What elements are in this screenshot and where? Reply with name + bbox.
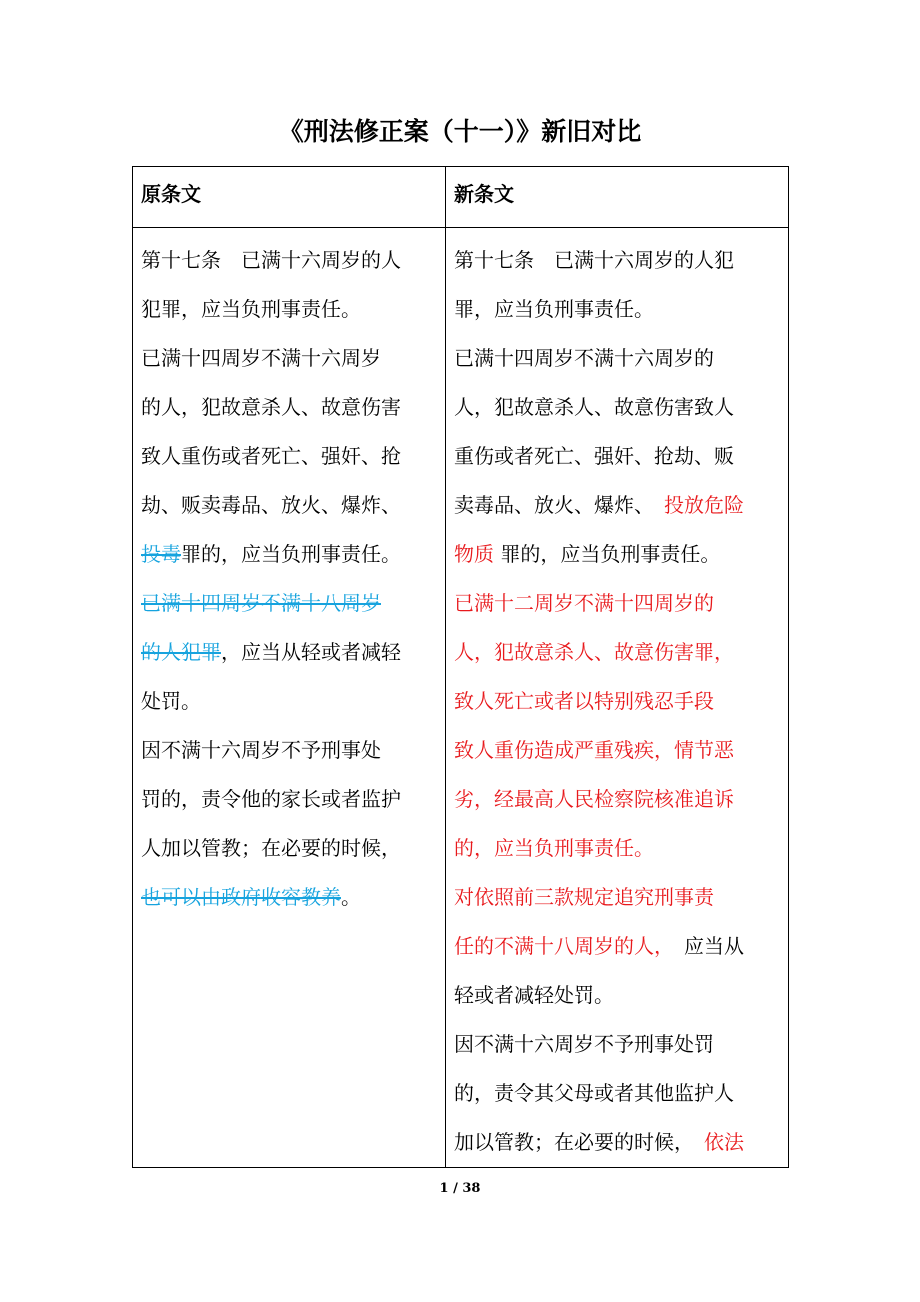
header-old: 原条文 (133, 167, 446, 228)
old-line: 致人重伤或者死亡、强奸、抢 (141, 444, 401, 468)
new-line-added: 致人死亡或者以特别残忍手段 (454, 689, 714, 713)
new-line (454, 922, 782, 971)
new-line: 因不满十六周岁不予刑事处罚 (454, 1032, 714, 1056)
old-line (141, 579, 439, 628)
deleted-text: 投毒 (141, 542, 181, 566)
comparison-table (132, 166, 789, 1168)
new-line (454, 1118, 782, 1167)
new-line: 人，犯故意杀人、故意伤害致人 (454, 395, 734, 419)
old-line (141, 530, 439, 579)
new-text: 加以管教；在必要的时候， (454, 1130, 684, 1154)
new-line-added: 致人重伤造成严重残疾，情节恶 (454, 738, 734, 762)
new-text: 卖毒品、放火、爆炸、 (454, 493, 644, 517)
new-text: 罪的，应当负刑事责任。 (500, 542, 721, 566)
old-line: 处罚。 (141, 689, 201, 713)
old-text: ，应当从轻或者减轻 (221, 640, 401, 664)
old-text: 。 (341, 885, 361, 909)
new-text: 应当从 (684, 934, 744, 958)
old-text: 罪的，应当负刑事责任。 (181, 542, 401, 566)
new-line: 罪，应当负刑事责任。 (454, 297, 654, 321)
deleted-text: 已满十四周岁不满十八周岁 (141, 591, 381, 615)
added-text: 投放危险 (664, 493, 744, 517)
new-line: 的，责令其父母或者其他监护人 (454, 1081, 734, 1105)
page-number: 1 / 38 (439, 1181, 481, 1196)
new-line-added: 的，应当负刑事责任。 (454, 836, 654, 860)
new-line (454, 530, 782, 579)
deleted-text: 也可以由政府收容教养 (141, 885, 341, 909)
table-header-row (133, 167, 789, 228)
old-text-cell (133, 228, 446, 1168)
new-line-added: 人，犯故意杀人、故意伤害罪， (454, 640, 734, 664)
added-text: 物质 (454, 542, 494, 566)
old-line (141, 873, 439, 922)
old-line: 因不满十六周岁不予刑事处 (141, 738, 381, 762)
page-title: 《刑法修正案（十一）》新旧对比 (278, 117, 642, 146)
new-line (454, 481, 782, 530)
new-line: 轻或者减轻处罚。 (454, 983, 614, 1007)
old-line: 劫、贩卖毒品、放火、爆炸、 (141, 493, 401, 517)
table-row (133, 228, 789, 1168)
added-text: 依法 (704, 1130, 744, 1154)
added-text: 任的不满十八周岁的人， (454, 934, 664, 958)
old-line: 第十七条 已满十六周岁的人 (141, 248, 401, 272)
old-line (141, 628, 439, 677)
old-line: 罚的，责令他的家长或者监护 (141, 787, 401, 811)
old-line: 的人，犯故意杀人、故意伤害 (141, 395, 401, 419)
new-line: 已满十四周岁不满十六周岁的 (454, 346, 714, 370)
new-line-added: 对依照前三款规定追究刑事责 (454, 885, 714, 909)
new-line: 第十七条 已满十六周岁的人犯 (454, 248, 734, 272)
old-line: 犯罪，应当负刑事责任。 (141, 297, 361, 321)
new-line: 重伤或者死亡、强奸、抢劫、贩 (454, 444, 734, 468)
header-new: 新条文 (446, 167, 789, 228)
deleted-text: 的人犯罪 (141, 640, 221, 664)
old-line: 人加以管教；在必要的时候， (141, 836, 401, 860)
new-text-cell (446, 228, 789, 1168)
old-line: 已满十四周岁不满十六周岁 (141, 346, 381, 370)
new-line-added: 已满十二周岁不满十四周岁的 (454, 591, 714, 615)
new-line-added: 劣，经最高人民检察院核准追诉 (454, 787, 734, 811)
